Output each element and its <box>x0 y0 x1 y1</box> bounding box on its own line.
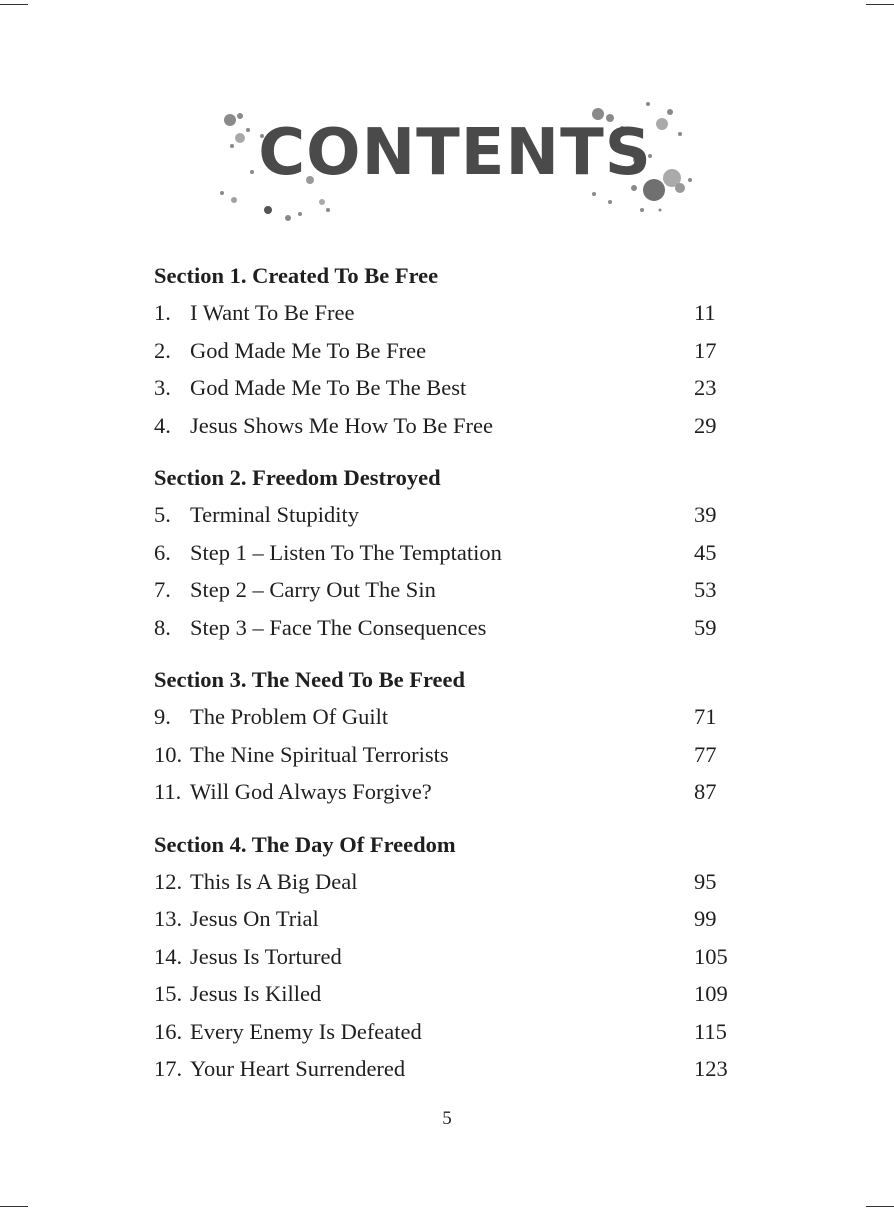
toc-entry <box>154 1050 734 1088</box>
chapter-title: Jesus Is Tortured <box>190 943 342 969</box>
toc-entry <box>154 369 734 407</box>
page-ref: 95 <box>694 868 717 894</box>
chapter-title: The Problem Of Guilt <box>190 704 389 729</box>
toc-section <box>154 661 734 811</box>
page-ref: 109 <box>694 981 728 1006</box>
toc-section <box>154 459 734 646</box>
page-ref: 23 <box>694 375 717 400</box>
page-ref: 115 <box>694 1018 727 1044</box>
page-ref: 99 <box>694 906 717 931</box>
chapter-number: 3. <box>154 375 171 400</box>
page-ref: 29 <box>694 412 717 438</box>
chapter-number: 8. <box>154 614 171 640</box>
page-ref: 105 <box>694 943 728 969</box>
section-title: Section 2. Freedom Destroyed <box>154 465 441 490</box>
toc-entry <box>154 975 734 1013</box>
table-of-contents <box>154 257 734 1088</box>
toc-entry <box>154 900 734 938</box>
page-ref: 17 <box>694 337 717 363</box>
toc-entry <box>154 938 734 976</box>
chapter-title: Will God Always Forgive? <box>190 779 432 804</box>
chapter-number: 11. <box>154 779 182 804</box>
crop-mark <box>0 1206 28 1207</box>
crop-mark <box>866 4 894 5</box>
page-ref: 87 <box>694 779 717 804</box>
section-title: Section 3. The Need To Be Freed <box>154 667 466 692</box>
chapter-number: 12. <box>154 868 183 894</box>
chapter-title: Terminal Stupidity <box>190 502 360 527</box>
crop-mark <box>0 4 28 5</box>
page-ref: 39 <box>694 502 717 527</box>
page-number: 5 <box>442 1108 452 1129</box>
chapter-number: 17. <box>154 1056 183 1081</box>
toc-entry <box>154 863 734 901</box>
chapter-title: Your Heart Surrendered <box>190 1056 406 1081</box>
chapter-title: Jesus Shows Me How To Be Free <box>190 412 494 438</box>
toc-entry <box>154 407 734 445</box>
toc-entry <box>154 571 734 609</box>
toc-entry <box>154 773 734 811</box>
chapter-number: 16. <box>154 1018 183 1044</box>
chapter-number: 14. <box>154 943 183 969</box>
section-title: Section 4. The Day Of Freedom <box>154 831 456 857</box>
crop-mark <box>866 1206 894 1207</box>
chapter-title: This Is A Big Deal <box>190 868 358 894</box>
toc-entry <box>154 534 734 572</box>
chapter-number: 13. <box>154 906 183 931</box>
toc-entry <box>154 496 734 534</box>
toc-section <box>154 826 734 1088</box>
page-ref: 71 <box>694 704 717 729</box>
toc-entry <box>154 1013 734 1051</box>
toc-section <box>154 257 734 444</box>
chapter-title: I Want To Be Free <box>190 300 355 325</box>
chapter-title: God Made Me To Be Free <box>190 337 427 363</box>
chapter-number: 2. <box>154 337 171 363</box>
toc-entry <box>154 294 734 332</box>
chapter-number: 5. <box>154 502 171 527</box>
page-ref: 53 <box>694 577 717 602</box>
page-ref: 59 <box>694 614 717 640</box>
chapter-title: Step 2 – Carry Out The Sin <box>190 577 436 602</box>
toc-entry <box>154 736 734 774</box>
toc-entry <box>154 698 734 736</box>
chapter-title: Step 1 – Listen To The Temptation <box>190 539 502 565</box>
section-title: Section 1. Created To Be Free <box>154 263 439 288</box>
page-ref: 45 <box>694 539 717 565</box>
chapter-number: 7. <box>154 577 171 602</box>
chapter-number: 9. <box>154 704 171 729</box>
chapter-title: Step 3 – Face The Consequences <box>190 614 487 640</box>
chapter-title: Jesus On Trial <box>190 906 319 931</box>
toc-entry <box>154 609 734 647</box>
chapter-number: 15. <box>154 981 183 1006</box>
chapter-number: 6. <box>154 539 171 565</box>
chapter-number: 10. <box>154 741 183 767</box>
chapter-title: Jesus Is Killed <box>190 981 322 1006</box>
toc-entry <box>154 332 734 370</box>
page-ref: 123 <box>694 1056 728 1081</box>
page-ref: 11 <box>694 300 716 325</box>
chapter-title: The Nine Spiritual Terrorists <box>190 741 449 767</box>
page-title: CONTENTS <box>258 116 652 190</box>
chapter-number: 1. <box>154 300 171 325</box>
chapter-title: Every Enemy Is Defeated <box>190 1018 422 1044</box>
chapter-title: God Made Me To Be The Best <box>190 375 467 400</box>
page-ref: 77 <box>694 741 717 767</box>
chapter-number: 4. <box>154 412 171 438</box>
contents-heading <box>210 98 700 228</box>
